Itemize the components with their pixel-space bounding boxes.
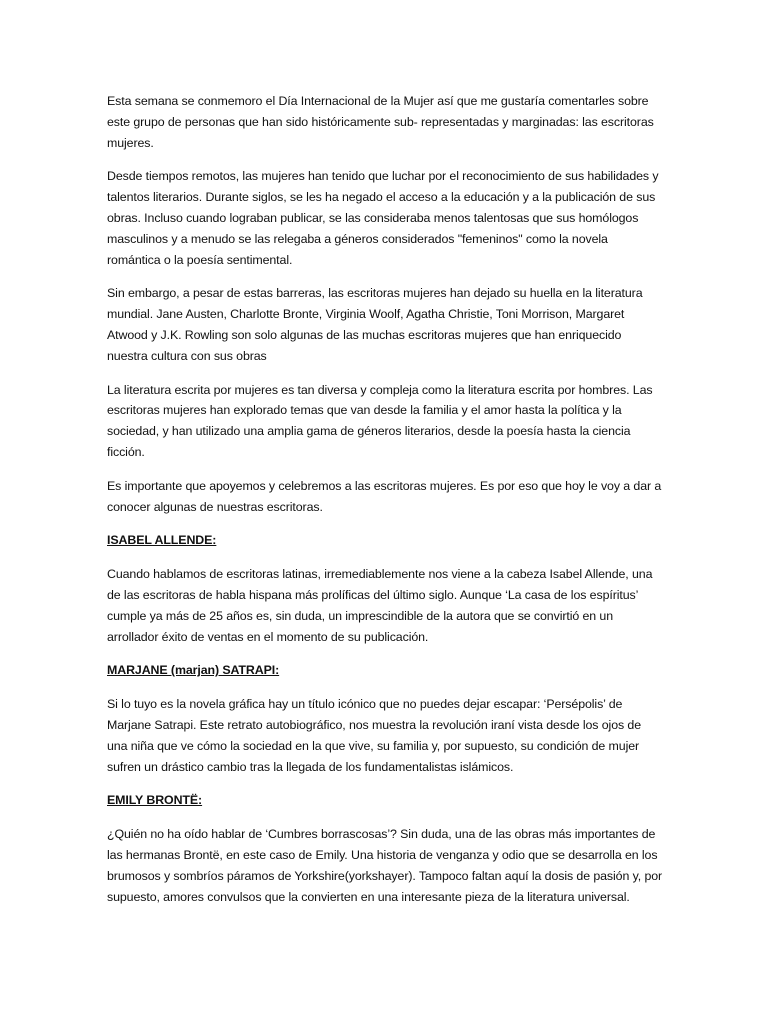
document-page (107, 91, 663, 920)
section-heading-emily-bronte: EMILY BRONTË: (107, 793, 203, 808)
section-body-marjane-satrapi: Si lo tuyo es la novela gráfica hay un título icónico que no puedes dejar escapar: ‘Persépolis’ de Marjane Satrapi. Este retrato autobiográfico, nos muestra la revolución iraní vista desde los ojos de una niña que ve cómo la sociedad en la que vive, su familia y, por supuesto, su condición de mujer sufren un drástico cambio tras la llegada de los fundamentalistas islámicos. (107, 697, 641, 774)
intro-paragraph-2: Desde tiempos remotos, las mujeres han tenido que luchar por el reconocimiento de sus habilidades y talentos literarios. Durante siglos, se les ha negado el acceso a la educación y a la publicación de sus obras. Incluso cuando lograban publicar, se las consideraba menos talentosas que sus homólogos masculinos y a menudo se las relegaba a géneros considerados "femeninos" como la novela romántica o la poesía sentimental. (107, 169, 659, 267)
intro-paragraph-1: Esta semana se conmemoro el Día Internacional de la Mujer así que me gustaría comentarles sobre este grupo de personas que han sido históricamente sub- representadas y marginadas: las escritoras mujeres. (107, 94, 654, 150)
section-heading-marjane-satrapi: MARJANE (marjan) SATRAPI: (107, 663, 280, 678)
section-body-isabel-allende: Cuando hablamos de escritoras latinas, irremediablemente nos viene a la cabeza Isabel Allende, una de las escritoras de habla hispana más prolíficas del último siglo. Aunque ‘La casa de los espíritus’ cumple ya más de 25 años es, sin duda, un imprescindible de la autora que se convirtió en un arrollador éxito de ventas en el momento de su publicación. (107, 567, 653, 644)
intro-paragraph-4: La literatura escrita por mujeres es tan diversa y compleja como la literatura escrita por hombres. Las escritoras mujeres han explorado temas que van desde la familia y el amor hasta la política y la sociedad, y han utilizado una amplia gama de géneros literarios, desde la poesía hasta la ciencia ficción. (107, 382, 653, 459)
intro-paragraph-3: Sin embargo, a pesar de estas barreras, las escritoras mujeres han dejado su huella en la literatura mundial. Jane Austen, Charlotte Bronte, Virginia Woolf, Agatha Christie, Toni Morrison, Margaret Atwood y J.K. Rowling son solo algunas de las muchas escritoras mujeres que han enriquecido nuestra cultura con sus obras (107, 286, 643, 363)
intro-paragraph-5: Es importante que apoyemos y celebremos a las escritoras mujeres. Es por eso que hoy le voy a dar a conocer algunas de nuestras escritoras. (107, 478, 662, 514)
section-heading-isabel-allende: ISABEL ALLENDE: (107, 533, 217, 548)
section-body-emily-bronte: ¿Quién no ha oído hablar de ‘Cumbres borrascosas’? Sin duda, una de las obras más importantes de las hermanas Brontë, en este caso de Emily. Una historia de venganza y odio que se desarrolla en los brumosos y sombríos páramos de Yorkshire(yorkshayer). Tampoco faltan aquí la dosis de pasión y, por supuesto, amores convulsos que la convierten en una interesante pieza de la literatura universal. (107, 827, 663, 904)
